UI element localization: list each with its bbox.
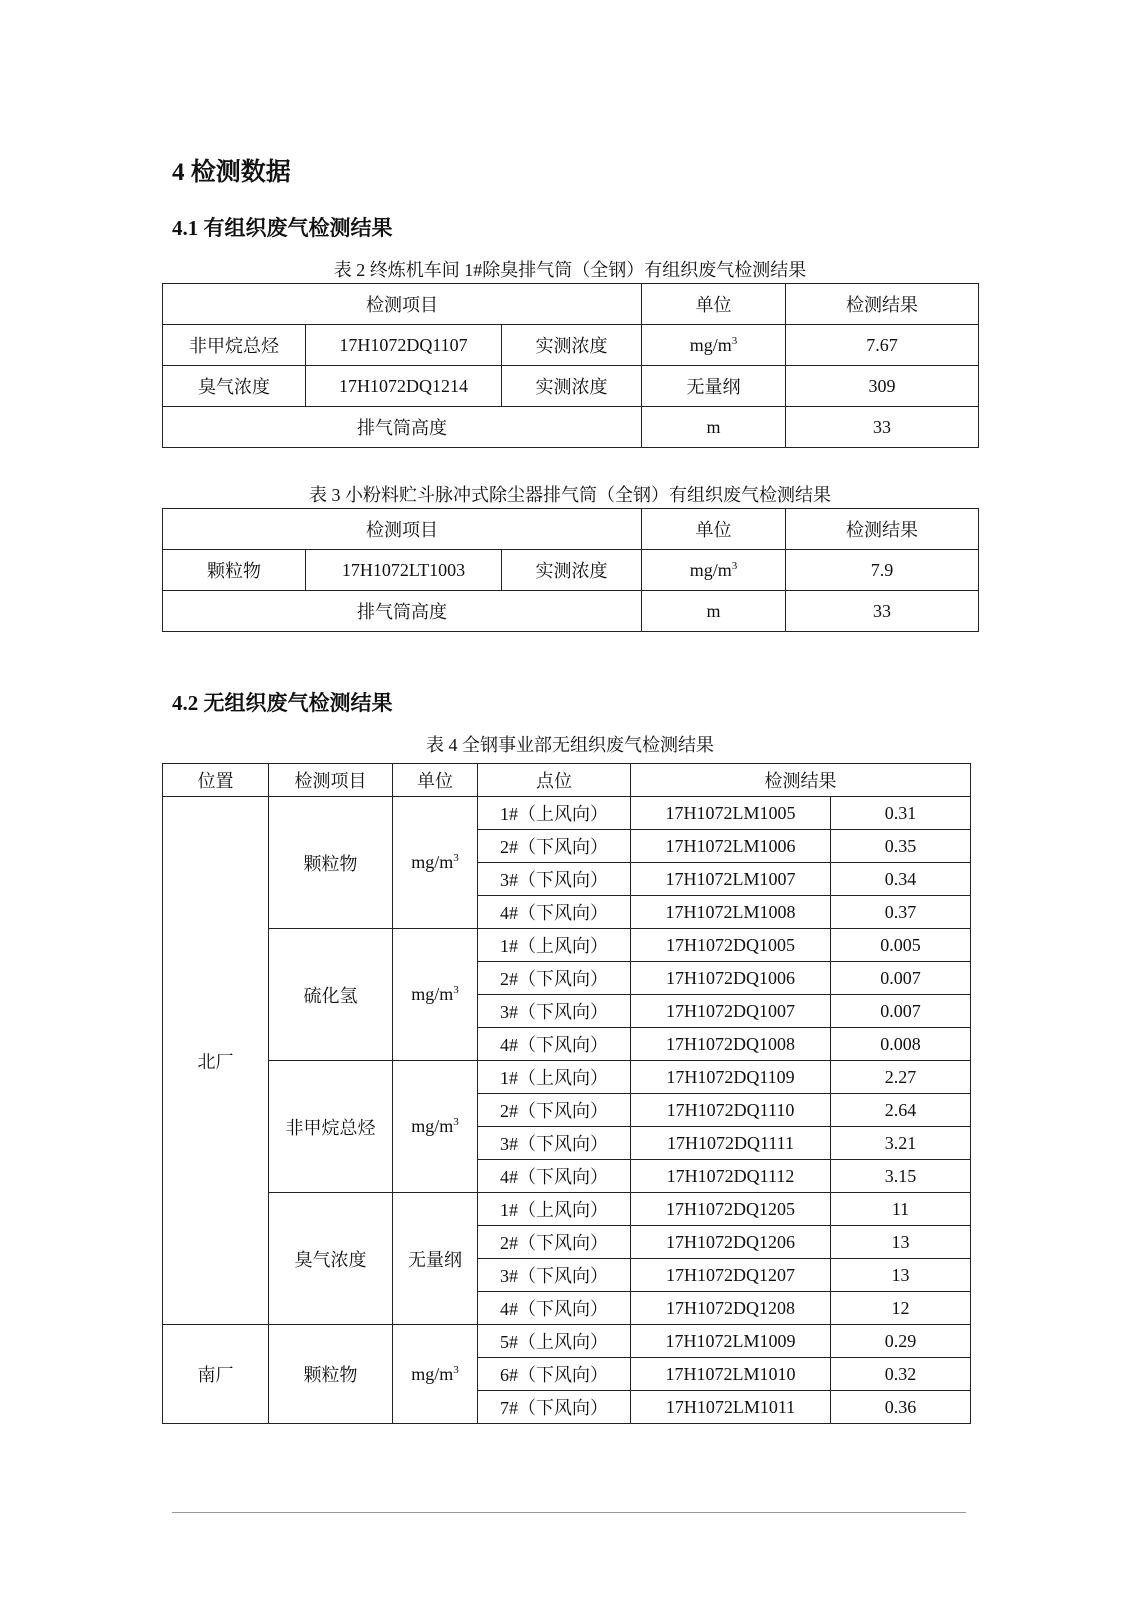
point-cell: 3#（下风向） <box>478 863 631 896</box>
value-cell: 0.007 <box>831 995 971 1028</box>
value-cell: 0.31 <box>831 797 971 830</box>
point-cell: 4#（下风向） <box>478 896 631 929</box>
location-cell: 北厂 <box>163 797 269 1325</box>
point-cell: 1#（上风向） <box>478 797 631 830</box>
table-row <box>163 591 979 632</box>
unit-cell <box>393 929 478 1061</box>
code-cell: 17H1072LM1010 <box>631 1358 831 1391</box>
table3-caption: 表 3 小粉料贮斗脉冲式除尘器排气筒（全钢）有组织废气检测结果 <box>309 485 831 505</box>
value-cell: 0.37 <box>831 896 971 929</box>
table-row <box>163 1325 971 1358</box>
table3-header-item: 检测项目 <box>163 509 642 550</box>
table3-header-unit: 单位 <box>642 509 786 550</box>
table3-header-row <box>163 509 979 550</box>
code-cell: 17H1072DQ1206 <box>631 1226 831 1259</box>
code-cell: 17H1072LM1005 <box>631 797 831 830</box>
code-cell: 17H1072DQ1110 <box>631 1094 831 1127</box>
unit-base: mg/m <box>411 984 454 1004</box>
unit-base: mg/m <box>411 1363 454 1384</box>
unit-cell <box>393 797 478 929</box>
value-cell: 0.35 <box>831 830 971 863</box>
unit-base: mg/m <box>411 1116 454 1136</box>
table4-header-point: 点位 <box>478 764 631 797</box>
value-cell: 7.9 <box>786 550 979 591</box>
code-cell: 17H1072DQ1208 <box>631 1292 831 1325</box>
table-row <box>163 1061 971 1094</box>
code-cell: 17H1072LM1009 <box>631 1325 831 1358</box>
table2-header-result: 检测结果 <box>786 284 979 325</box>
table4-header-unit: 单位 <box>393 764 478 797</box>
point-cell: 7#（下风向） <box>478 1391 631 1424</box>
table2-header-unit: 单位 <box>642 284 786 325</box>
table3-header-result: 检测结果 <box>786 509 979 550</box>
code-cell: 17H1072DQ1005 <box>631 929 831 962</box>
value-cell: 12 <box>831 1292 971 1325</box>
table4-body <box>163 797 971 1424</box>
value-cell: 309 <box>786 366 979 407</box>
table2-caption: 表 2 终炼机车间 1#除臭排气筒（全钢）有组织废气检测结果 <box>333 260 807 280</box>
type-cell: 实测浓度 <box>502 366 642 407</box>
code-cell: 17H1072DQ1006 <box>631 962 831 995</box>
item-cell: 颗粒物 <box>269 1325 393 1424</box>
unit-sup: 3 <box>731 559 738 572</box>
table-row <box>163 1193 971 1226</box>
unit-cell <box>642 550 786 591</box>
section-heading-organized: 4.1 有组织废气检测结果 <box>172 216 393 240</box>
point-cell: 4#（下风向） <box>478 1160 631 1193</box>
unit-base: mg/m <box>411 852 454 872</box>
table4-caption: 表 4 全钢事业部无组织废气检测结果 <box>426 735 714 755</box>
table4-header-row <box>163 764 971 797</box>
point-cell: 5#（上风向） <box>478 1325 631 1358</box>
point-cell: 4#（下风向） <box>478 1292 631 1325</box>
table-row <box>163 366 979 407</box>
value-cell: 7.67 <box>786 325 979 366</box>
item-cell: 非甲烷总烃 <box>269 1061 393 1193</box>
unit-cell <box>393 1325 478 1424</box>
table-row <box>163 929 971 962</box>
unit-sup: 3 <box>453 852 459 864</box>
value-cell: 0.29 <box>831 1325 971 1358</box>
code-cell: 17H1072LM1011 <box>631 1391 831 1424</box>
unit-sup: 3 <box>453 1116 459 1128</box>
footer-divider <box>172 1512 966 1513</box>
unit-base: 无量纲 <box>408 1249 462 1270</box>
unit-cell <box>642 325 786 366</box>
unit-cell <box>642 366 786 407</box>
point-cell: 2#（下风向） <box>478 830 631 863</box>
code-cell: 17H1072DQ1008 <box>631 1028 831 1061</box>
item-cell: 颗粒物 <box>269 797 393 929</box>
unit-sup: 3 <box>453 1363 459 1376</box>
table-row <box>163 797 971 830</box>
code-cell: 17H1072DQ1205 <box>631 1193 831 1226</box>
value-cell: 0.34 <box>831 863 971 896</box>
item-cell: 硫化氢 <box>269 929 393 1061</box>
value-cell: 13 <box>831 1259 971 1292</box>
type-cell: 实测浓度 <box>502 325 642 366</box>
unit-cell: m <box>642 591 786 632</box>
code-cell: 17H1072LM1007 <box>631 863 831 896</box>
code-cell: 17H1072DQ1111 <box>631 1127 831 1160</box>
point-cell: 2#（下风向） <box>478 1226 631 1259</box>
unit-base: 无量纲 <box>686 377 741 397</box>
unit-cell <box>393 1193 478 1325</box>
value-cell: 3.21 <box>831 1127 971 1160</box>
code-cell: 17H1072DQ1107 <box>306 325 502 366</box>
table4-header-item: 检测项目 <box>269 764 393 797</box>
item-cell: 臭气浓度 <box>163 366 306 407</box>
code-cell: 17H1072LM1006 <box>631 830 831 863</box>
table4-header-result: 检测结果 <box>631 764 971 797</box>
point-cell: 2#（下风向） <box>478 962 631 995</box>
table3 <box>162 508 979 632</box>
table-row <box>163 325 979 366</box>
value-cell: 33 <box>786 591 979 632</box>
height-label-cell: 排气筒高度 <box>163 591 642 632</box>
point-cell: 6#（下风向） <box>478 1358 631 1391</box>
height-label-cell: 排气筒高度 <box>163 407 642 448</box>
table2-header-item: 检测项目 <box>163 284 642 325</box>
value-cell: 2.64 <box>831 1094 971 1127</box>
table4 <box>162 763 971 1424</box>
point-cell: 1#（上风向） <box>478 929 631 962</box>
location-cell: 南厂 <box>163 1325 269 1424</box>
table4-header-location: 位置 <box>163 764 269 797</box>
value-cell: 3.15 <box>831 1160 971 1193</box>
point-cell: 3#（下风向） <box>478 995 631 1028</box>
unit-base: mg/m <box>689 334 732 355</box>
value-cell: 13 <box>831 1226 971 1259</box>
value-cell: 0.32 <box>831 1358 971 1391</box>
unit-sup: 3 <box>731 334 738 347</box>
code-cell: 17H1072DQ1214 <box>306 366 502 407</box>
unit-cell <box>393 1061 478 1193</box>
unit-base: mg/m <box>689 559 732 580</box>
table2 <box>162 283 979 448</box>
value-cell: 11 <box>831 1193 971 1226</box>
table-row <box>163 407 979 448</box>
code-cell: 17H1072DQ1109 <box>631 1061 831 1094</box>
value-cell: 33 <box>786 407 979 448</box>
unit-sup: 3 <box>453 984 459 996</box>
item-cell: 臭气浓度 <box>269 1193 393 1325</box>
table-row <box>163 550 979 591</box>
code-cell: 17H1072DQ1007 <box>631 995 831 1028</box>
code-cell: 17H1072LM1008 <box>631 896 831 929</box>
value-cell: 0.007 <box>831 962 971 995</box>
point-cell: 2#（下风向） <box>478 1094 631 1127</box>
item-cell: 颗粒物 <box>163 550 306 591</box>
item-cell: 非甲烷总烃 <box>163 325 306 366</box>
type-cell: 实测浓度 <box>502 550 642 591</box>
value-cell: 0.005 <box>831 929 971 962</box>
code-cell: 17H1072DQ1207 <box>631 1259 831 1292</box>
value-cell: 2.27 <box>831 1061 971 1094</box>
point-cell: 1#（上风向） <box>478 1193 631 1226</box>
point-cell: 3#（下风向） <box>478 1259 631 1292</box>
value-cell: 0.008 <box>831 1028 971 1061</box>
point-cell: 3#（下风向） <box>478 1127 631 1160</box>
point-cell: 4#（下风向） <box>478 1028 631 1061</box>
table2-header-row <box>163 284 979 325</box>
code-cell: 17H1072LT1003 <box>306 550 502 591</box>
page-title: 4 检测数据 <box>172 159 291 186</box>
point-cell: 1#（上风向） <box>478 1061 631 1094</box>
value-cell: 0.36 <box>831 1391 971 1424</box>
unit-cell: m <box>642 407 786 448</box>
code-cell: 17H1072DQ1112 <box>631 1160 831 1193</box>
section-heading-unorganized: 4.2 无组织废气检测结果 <box>172 691 393 715</box>
